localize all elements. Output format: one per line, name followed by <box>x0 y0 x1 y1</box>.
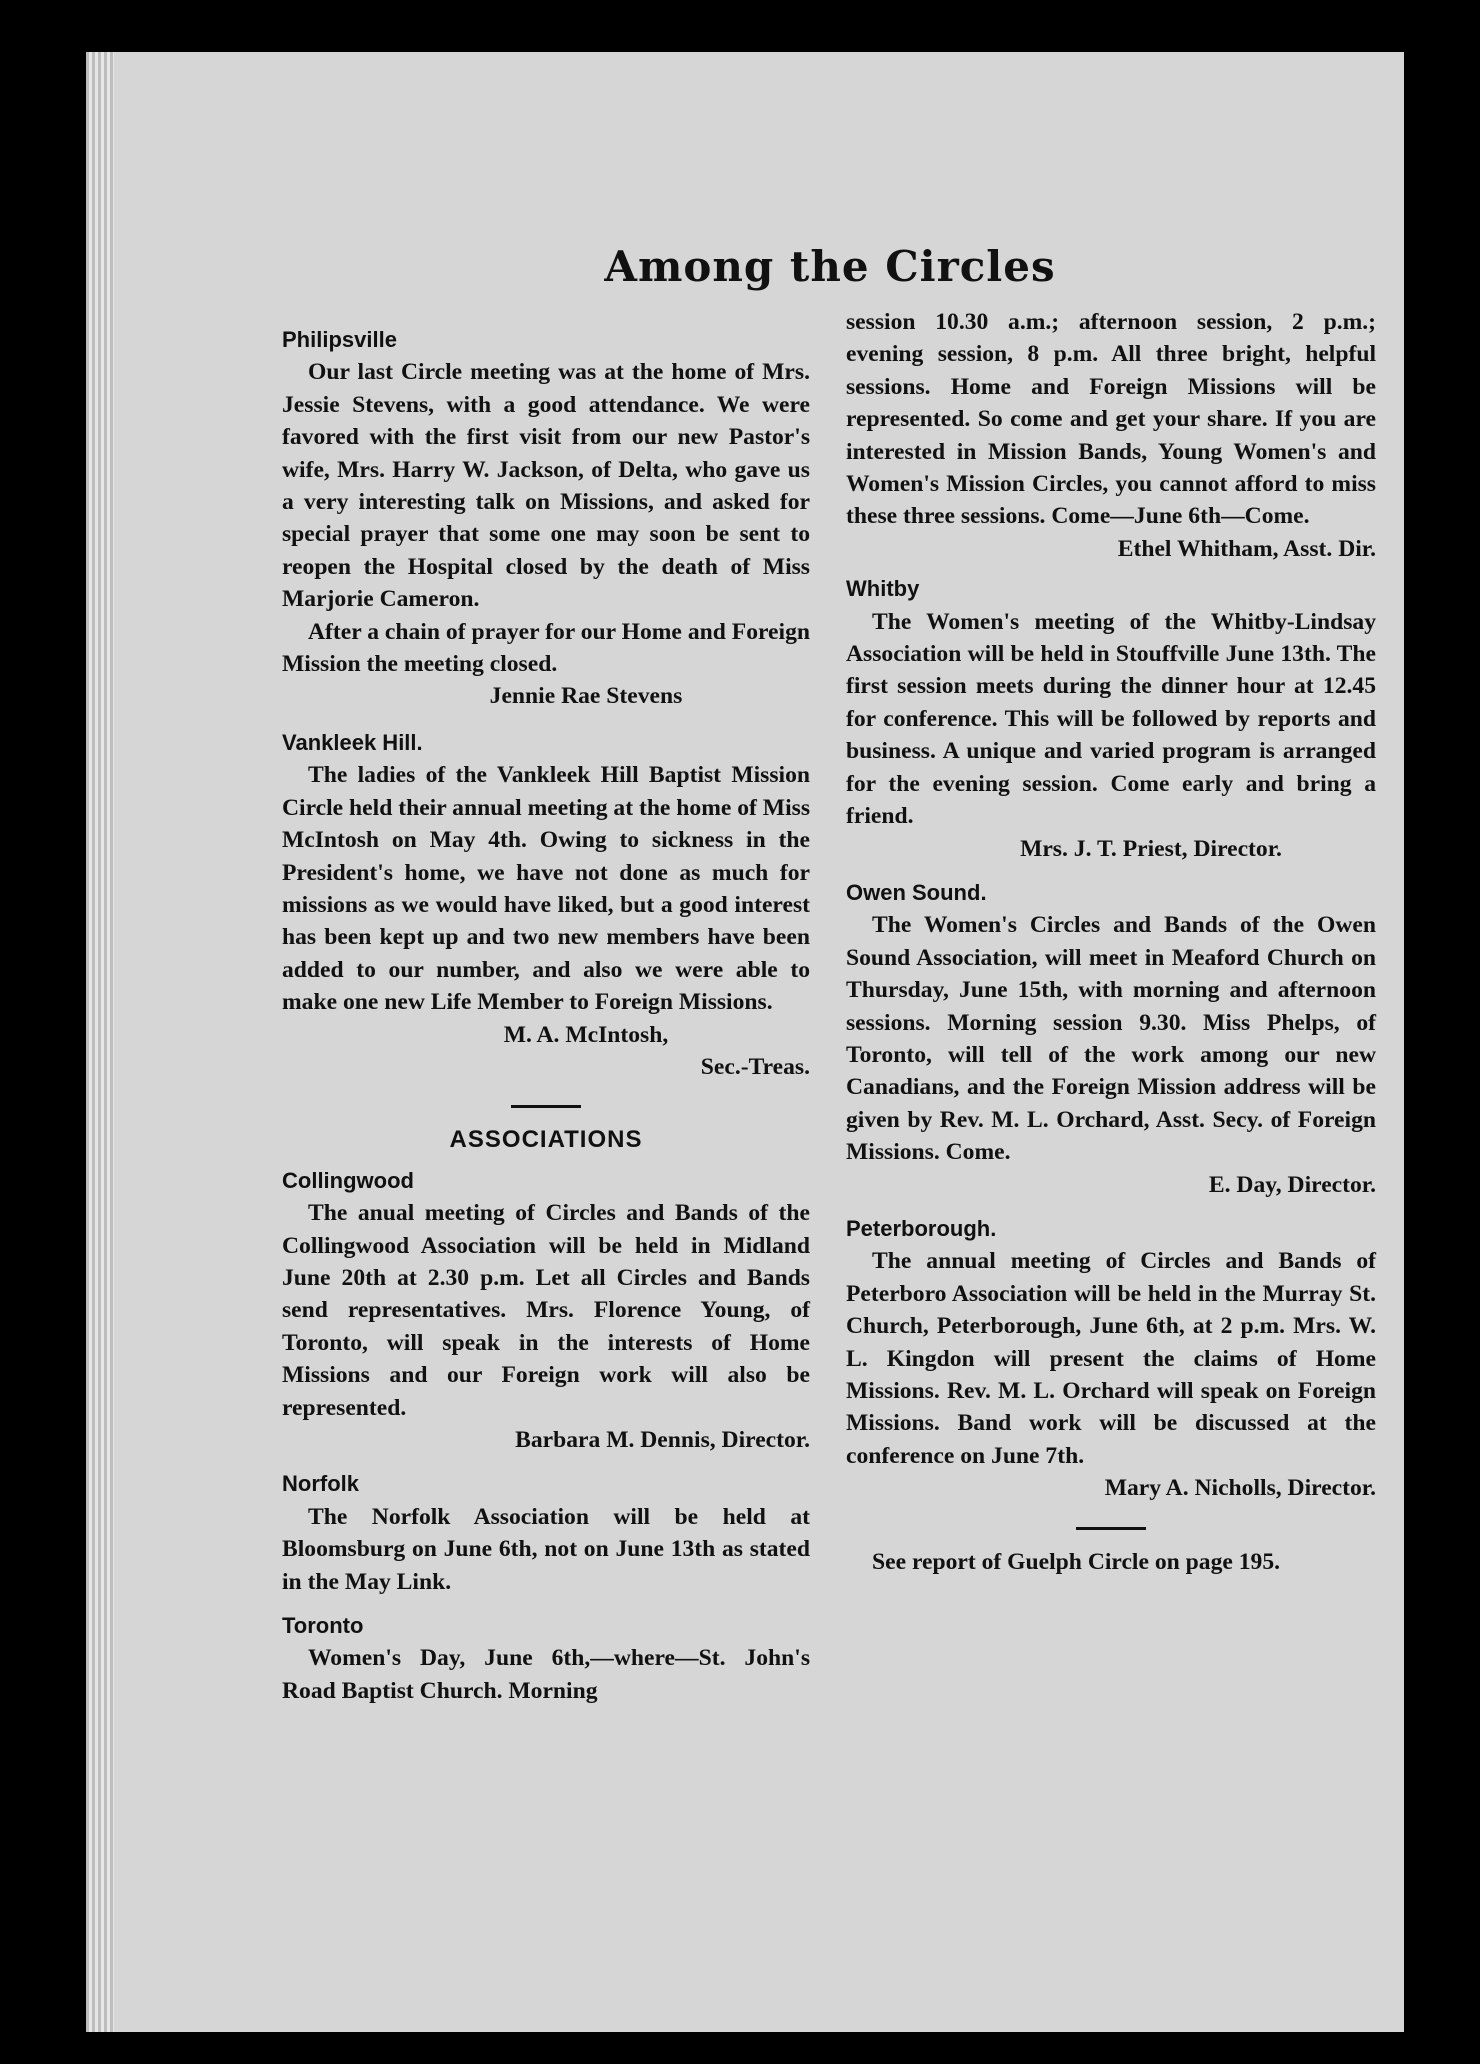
philipsville-paragraph-1: Our last Circle meeting was at the home of Mrs. Jessie Stevens, with a good attendance. We were favored with the first visit from our new Pastor's wife, Mrs. Harry W. Jackson, of Delta, who gave us a very interesting talk on Missions, and asked for special prayer that some one may soon be sent to reopen the Hospital closed by the death of Miss Marjorie Cameron. <box>282 359 810 613</box>
note-divider <box>1076 1527 1146 1530</box>
norfolk-paragraph: The Norfolk Association will be held at Bloomsburg on June 6th, not on June 13th as stated in the May Link. <box>282 1503 810 1595</box>
heading-philipsville: Philipsville <box>282 327 397 352</box>
heading-collingwood: Collingwood <box>282 1167 414 1193</box>
collingwood-paragraph: The anual meeting of Circles and Bands of the Collingwood Association will be held in Midland June 20th at 2.30 p.m. Let all Circles and Bands send representatives. Mrs. Florence Young, of Toronto, will speak in the interests of Home Missions and our Foreign work will also be represented. <box>282 1200 810 1421</box>
heading-whitby: Whitby <box>846 576 920 602</box>
associations-heading: ASSOCIATIONS <box>449 1126 643 1154</box>
vankleek-paragraph: The ladies of the Vankleek Hill Baptist Mission Circle held their annual meeting at the home of Miss McIntosh on May 4th. Owing to sickness in the President's home, we have not done as much for missions as we would have liked, but a good interest has been kept up and two new members have been added to our number, and also we were able to make one new Life Member to Foreign Missions. <box>282 762 810 1016</box>
philipsville-paragraph-2: After a chain of prayer for our Home and Foreign Mission the meeting closed. <box>282 618 810 678</box>
heading-vankleek: Vankleek Hill. <box>282 729 423 755</box>
left-column <box>282 316 810 1707</box>
page-title: Among the Circles <box>604 242 1056 291</box>
collingwood-signature: Barbara M. Dennis, Director. <box>515 1427 810 1453</box>
whitby-paragraph: The Women's meeting of the Whitby-Lindsay Association will be held in Stouffville June 13th. The first session meets during the dinner hour at 12.45 for conference. This will be followed by reports and business. A unique and varied program is arranged for the evening session. Come early and bring a friend. <box>846 608 1376 830</box>
heading-toronto: Toronto <box>282 1613 364 1639</box>
vankleek-signature-title: Sec.-Treas. <box>700 1053 810 1080</box>
vankleek-signature-name: M. A. McIntosh, <box>503 1021 669 1048</box>
owen-sound-paragraph: The Women's Circles and Bands of the Owen Sound Association, will meet in Meaford Church on Thursday, June 15th, with morning and afternoon sessions. Morning session 9.30. Miss Phelps, of Toronto, will tell of the work among our new Canadians, and the Foreign Mission address will be given by Rev. M. L. Orchard, Asst. Secy. of Foreign Missions. Come. <box>846 912 1376 1166</box>
whitby-signature: Mrs. J. T. Priest, Director. <box>1020 835 1282 862</box>
heading-owen-sound: Owen Sound. <box>846 879 987 905</box>
section-divider <box>511 1105 581 1108</box>
right-column <box>846 306 1376 1602</box>
owen-sound-signature: E. Day, Director. <box>1208 1171 1376 1198</box>
philipsville-signature: Jennie Rae Stevens <box>489 683 683 710</box>
toronto-continuation: session 10.30 a.m.; afternoon session, 2 p.m.; evening session, 8 p.m. All three bright, helpful sessions. Home and Foreign Missions will be represented. So come and get your share. If you are interested in Mission Bands, Young Women's and Women's Mission Circles, you cannot afford to miss these three sessions. Come—June 6th—Come. <box>846 309 1376 530</box>
heading-peterborough: Peterborough. <box>846 1215 997 1241</box>
peterborough-signature: Mary A. Nicholls, Director. <box>1104 1475 1376 1502</box>
toronto-paragraph: Women's Day, June 6th,—where—St. John's Road Baptist Church. Morning <box>282 1645 810 1704</box>
peterborough-paragraph: The annual meeting of Circles and Bands of Peterboro Association will be held in the Murray St. Church, Peterborough, June 6th, at 2 p.m. Mrs. W. L. Kingdon will present the claims of Home Missions. Rev. M. L. Orchard will speak on Foreign Missions. Band work will be discussed at the conference on June 7th. <box>846 1248 1376 1469</box>
heading-norfolk: Norfolk <box>282 1471 359 1497</box>
toronto-signature: Ethel Whitham, Asst. Dir. <box>1117 535 1376 562</box>
guelph-note: See report of Guelph Circle on page 195. <box>872 1548 1281 1575</box>
